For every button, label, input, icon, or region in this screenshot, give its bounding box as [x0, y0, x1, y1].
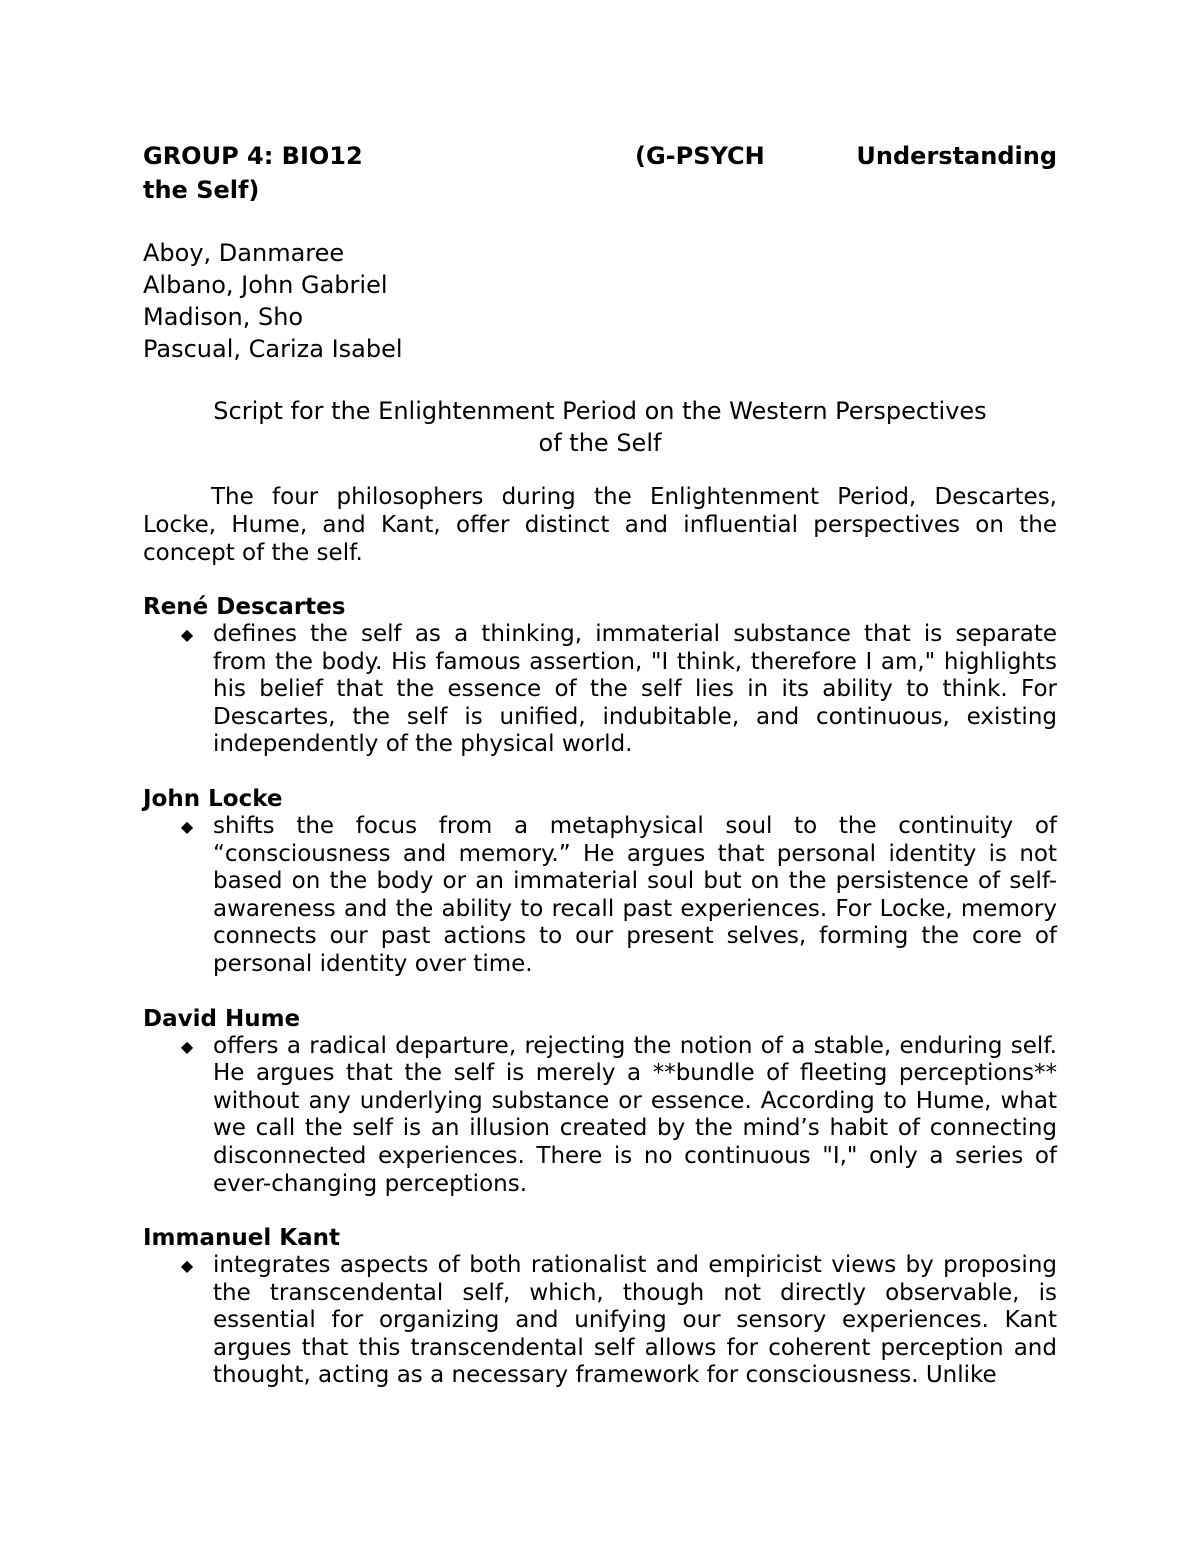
bullet-text: shifts the focus from a metaphysical soul to the continuity of “consciousness and memory.” He argues that personal identity is not based on the body or an immaterial soul but on the persistence of self-awareness and the ability to recall past experiences. For Locke, memory connects our past actions to our present selves, forming the core of personal identity over time. [213, 812, 1057, 977]
script-title-line: Script for the Enlightenment Period on the Western Perspectives [213, 397, 987, 425]
intro-paragraph: The four philosophers during the Enlightenment Period, Descartes, Locke, Hume, and Kant, offer distinct and influential perspectives on the concept of the self. [143, 484, 1057, 566]
bullet-text: offers a radical departure, rejecting the notion of a stable, enduring self. He argues that the self is merely a **bundle of fleeting perceptions** without any underlying substance or essence. According to Hume, what we call the self is an illusion created by the mind’s habit of connecting disconnected experiences. There is no continuous "I," only a series of ever-changing perceptions. [213, 1032, 1057, 1197]
bullet-item [143, 621, 1057, 759]
group-label: GROUP 4: BIO12 [143, 142, 363, 170]
section-heading: John Locke [143, 785, 283, 812]
member-list [143, 237, 1057, 365]
script-title-line: of the Self [538, 429, 662, 457]
diamond-bullet-icon: ◆ [180, 816, 194, 836]
diamond-bullet-icon: ◆ [180, 625, 194, 644]
course-title: Understanding [856, 142, 1057, 170]
section-heading: David Hume [143, 1005, 301, 1032]
course-label [635, 139, 1057, 173]
course-code: (G-PSYCH [635, 142, 765, 170]
script-title [143, 395, 1057, 459]
bullet-text: defines the self as a thinking, immaterial substance that is separate from the body. His famous assertion, "I think, therefore I am," highlights his belief that the essence of the self lies in its ability to think. For Descartes, the self is unified, indubitable, and continuous, existing independently of the physical world. [213, 621, 1057, 758]
section-heading: Immanuel Kant [143, 1225, 340, 1252]
bullet-item [143, 813, 1057, 979]
section-hume [143, 1005, 1057, 1199]
section-descartes [143, 593, 1057, 759]
section-kant [143, 1224, 1057, 1390]
bullet-item [143, 1252, 1057, 1390]
course-title-continuation: the Self) [143, 176, 260, 204]
bullet-item [143, 1033, 1057, 1199]
bullet-text: integrates aspects of both rationalist and empiricist views by proposing the transcendental self, which, though not directly observable, is essential for organizing and unifying our sensory experiences. Kant argues that this transcendental self allows for coherent perception and thought, acting as a necessary framework for consciousness. Unlike [213, 1252, 1057, 1389]
member-name: Albano, John Gabriel [143, 271, 388, 299]
diamond-bullet-icon: ◆ [180, 1036, 194, 1056]
member-name: Aboy, Danmaree [143, 239, 345, 267]
group-header [143, 139, 1057, 173]
diamond-bullet-icon: ◆ [180, 1256, 194, 1276]
document-page [143, 139, 1057, 1390]
member-name: Pascual, Cariza Isabel [143, 335, 403, 363]
section-heading: René Descartes [143, 594, 346, 620]
section-locke [143, 785, 1057, 979]
member-name: Madison, Sho [143, 303, 304, 331]
